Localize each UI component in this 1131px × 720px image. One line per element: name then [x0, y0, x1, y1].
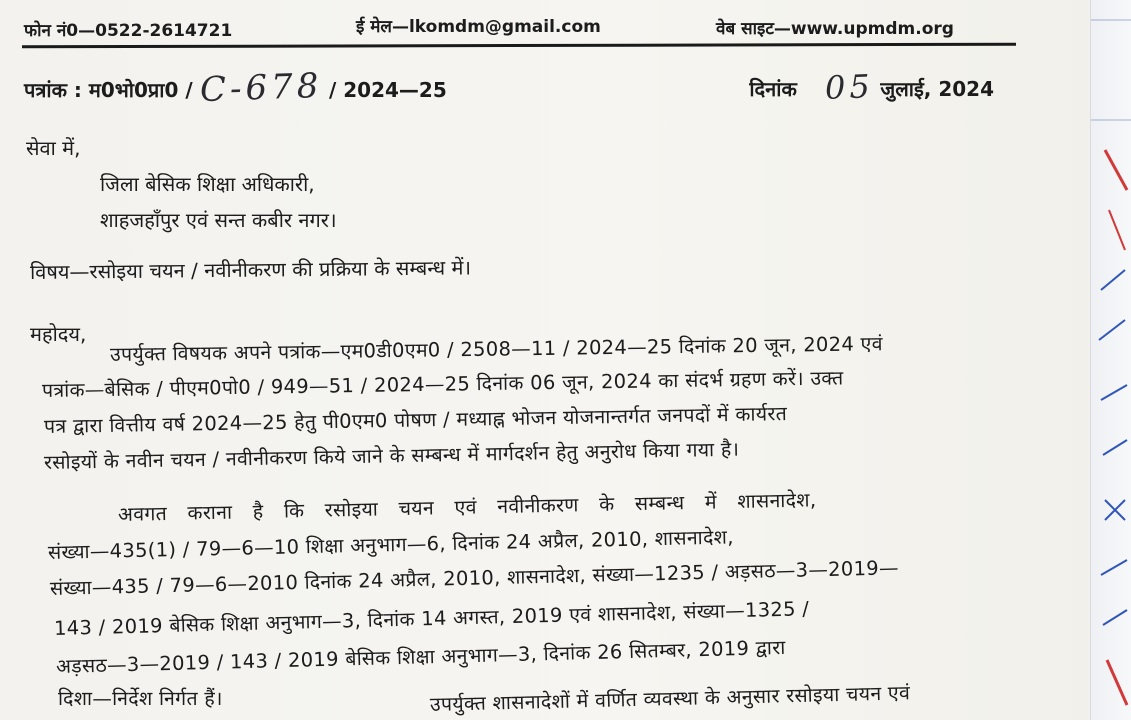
body-line: पत्रांक—बेसिक / पीएम0पो0 / 949—51 / 2024—25 दिनांक 06 जून, 2024 का संदर्भ ग्रहण करें। उक्त	[41, 366, 844, 402]
body-line: संख्या—435(1) / 79—6—10 शिक्षा अनुभाग—6, दिनांक 24 अप्रैल, 2010, शासनादेश,	[47, 525, 734, 564]
reference-number	[24, 65, 447, 111]
body-line: 143 / 2019 बेसिक शिक्षा अनुभाग—3, दिनांक 14 अगस्त, 2019 एवं शासनादेश, संख्या—1325 /	[53, 597, 810, 640]
email-address: ई मेल—lkomdm@gmail.com	[356, 17, 601, 37]
letter-date	[749, 66, 994, 107]
reference-suffix: / 2024—25	[328, 78, 447, 102]
handwritten-reference-number: C-678	[198, 65, 323, 111]
body-line: रसोइयों के नवीन चयन / नवीनीकरण किये जाने के सम्बन्ध में मार्गदर्शन हेतु अनुरोध किया गया है।	[43, 437, 740, 474]
date-month-year: जुलाई, 2024	[880, 77, 994, 101]
addressee-line-1: जिला बेसिक शिक्षा अधिकारी,	[100, 172, 315, 196]
body-line: अड़सठ—3—2019 / 143 / 2019 बेसिक शिक्षा अनुभाग—3, दिनांक 26 सितम्बर, 2019 द्वारा	[55, 635, 786, 678]
margin-ink-marks	[1091, 0, 1131, 720]
body-line: उपर्युक्त शासनादेशों में वर्णित व्यवस्था के अनुसार रसोइया चयन एवं	[429, 681, 911, 716]
body-line: संख्या—435 / 79—6—2010 दिनांक 24 अप्रैल, 2010, शासनादेश, संख्या—1235 / अड़सठ—3—2019—	[49, 556, 900, 600]
body-line: अवगत कराना है कि रसोइया चयन एवं नवीनीकरण के सम्बन्ध में शासनादेश,	[117, 488, 817, 526]
body-line: उपर्युक्त विषयक अपने पत्रांक—एम0डी0एम0 / 2508—11 / 2024—25 दिनांक 20 जून, 2024 एवं	[109, 332, 883, 366]
phone-number: फोन नं0—0522-2614721	[24, 21, 233, 41]
letter-subject: विषय—रसोइया चयन / नवीनीकरण की प्रक्रिया के सम्बन्ध में।	[29, 255, 472, 284]
body-line: दिशा—निर्देश निर्गत हैं।	[58, 687, 223, 710]
date-label: दिनांक	[749, 77, 797, 101]
reference-row	[24, 60, 994, 111]
letterhead-contact-row	[24, 14, 1014, 44]
salutation-seva-mein: सेवा में,	[26, 136, 81, 160]
addressee-line-2: शाहजहाँपुर एवं सन्त कबीर नगर।	[100, 208, 337, 232]
handwritten-date-day: 05	[824, 67, 875, 107]
body-line: पत्र द्वारा वित्तीय वर्ष 2024—25 हेतु पी0एम0 पोषण / मध्याह्न भोजन योजनान्तर्गत जनपदों में कार्यरत	[43, 402, 788, 438]
reference-prefix: पत्रांक : म0भो0प्रा0 /	[24, 78, 193, 102]
adjacent-page-edge	[1090, 0, 1131, 720]
greeting: महोदय,	[30, 322, 87, 346]
website-address: वेब साइट—www.upmdm.org	[716, 19, 954, 39]
